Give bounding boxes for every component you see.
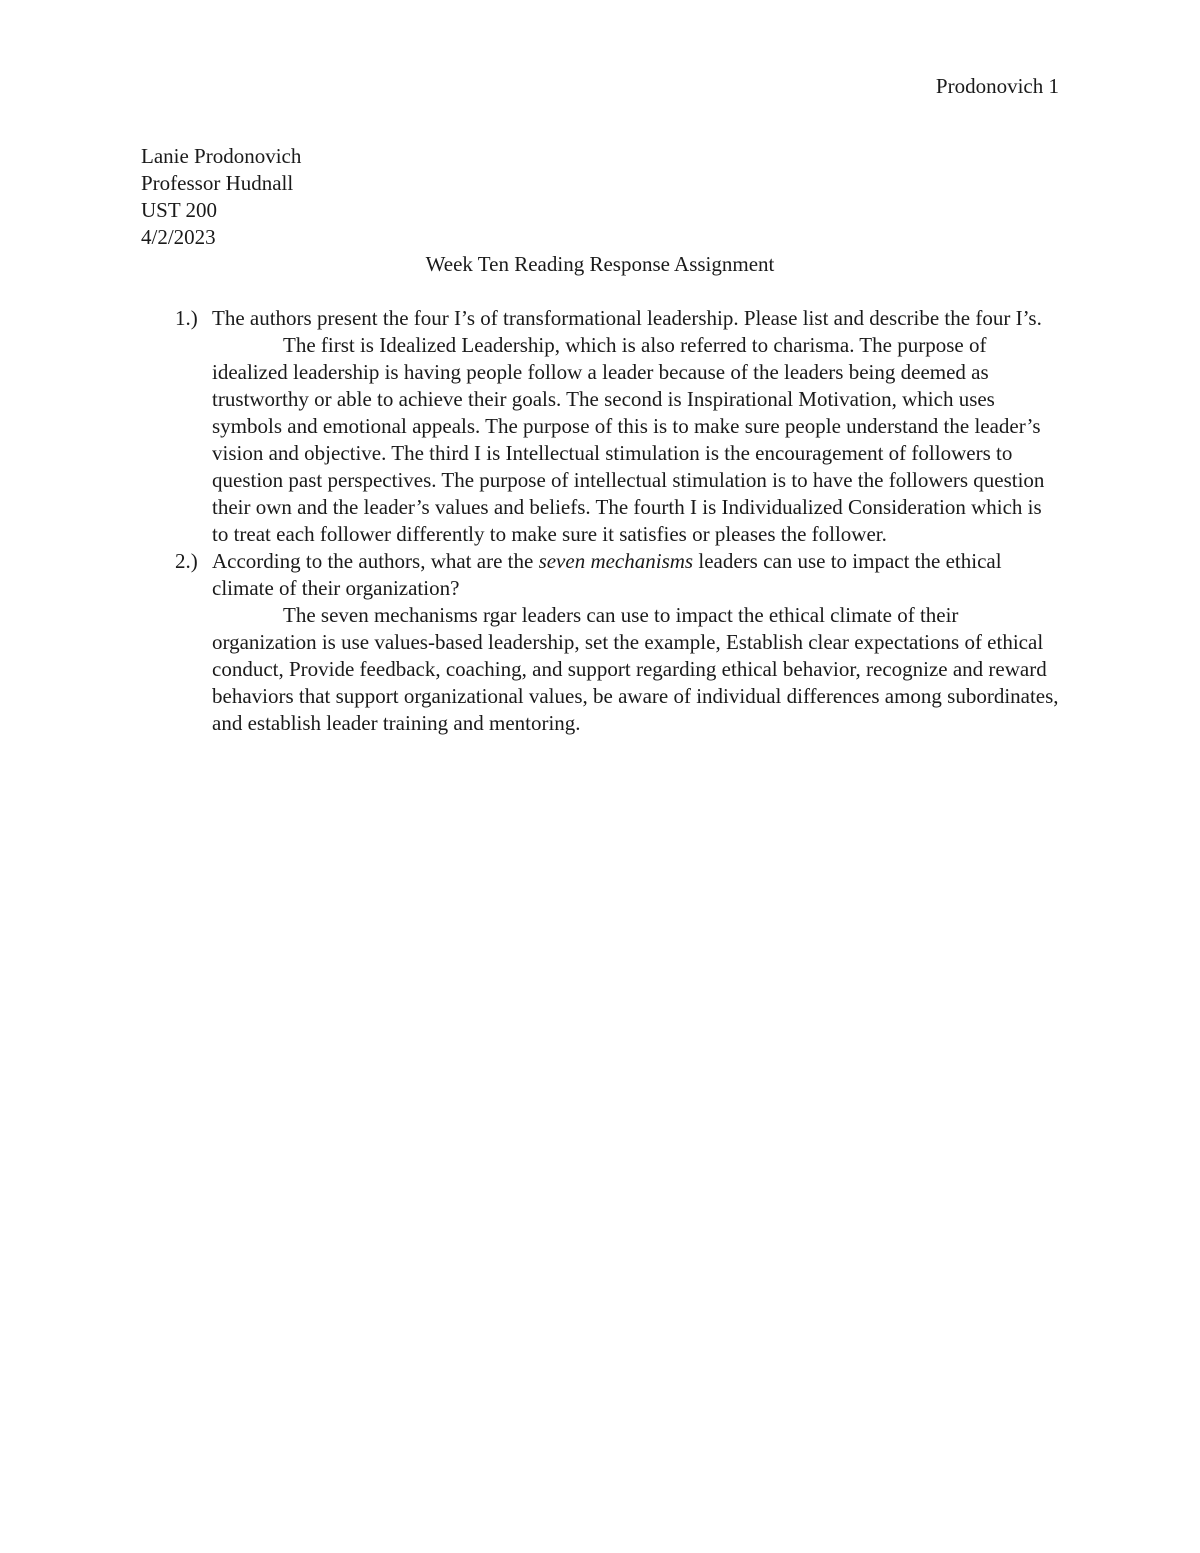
question-text-end: leaders can use to impact the ethical climate of their organization? <box>212 549 1002 600</box>
answer-paragraph: The seven mechanisms rgar leaders can use to impact the ethical climate of their organization is use values-based leadership, set the example, Establish clear expectations of ethical conduct, Provide feedback, coaching, and support regarding ethical behavior, recognize and reward behaviors that support organizational values, be aware of individual differences among subordinates, and establish leader training and mentoring. <box>212 603 1059 735</box>
answer-paragraph: The first is Idealized Leadership, which is also referred to charisma. The purpose of idealized leadership is having people follow a leader because of the leaders being deemed as trustworthy or able to achieve their goals. The second is Inspirational Motivation, which uses symbols and emotional appeals. The purpose of this is to make sure people understand the leader’s vision and objective. The third I is Intellectual stimulation is the encouragement of followers to question past perspectives. The purpose of intellectual stimulation is to have the followers question their own and the leader’s values and beliefs. The fourth I is Individualized Consideration which is to treat each follower differently to make sure it satisfies or pleases the follower. <box>212 333 1045 546</box>
question-text: The authors present the four I’s of transformational leadership. Please list and describe the four I’s. <box>212 306 1042 330</box>
course-name: UST 200 <box>141 198 218 222</box>
mla-heading <box>141 143 301 251</box>
question-item-2 <box>141 548 1061 737</box>
document-title: Week Ten Reading Response Assignment <box>425 252 775 276</box>
question-number: 1.) <box>175 306 198 330</box>
student-name: Lanie Prodonovich <box>141 144 302 168</box>
question-text-start: According to the authors, what are the <box>212 549 539 573</box>
question-number: 2.) <box>175 549 198 573</box>
question-emphasis: seven mechanisms <box>538 549 694 573</box>
question-item-1 <box>141 305 1061 548</box>
running-header: Prodonovich 1 <box>935 74 1059 98</box>
instructor-name: Professor Hudnall <box>141 171 294 195</box>
question-text <box>212 548 1061 602</box>
assignment-date: 4/2/2023 <box>141 225 216 249</box>
question-list <box>141 305 1061 737</box>
